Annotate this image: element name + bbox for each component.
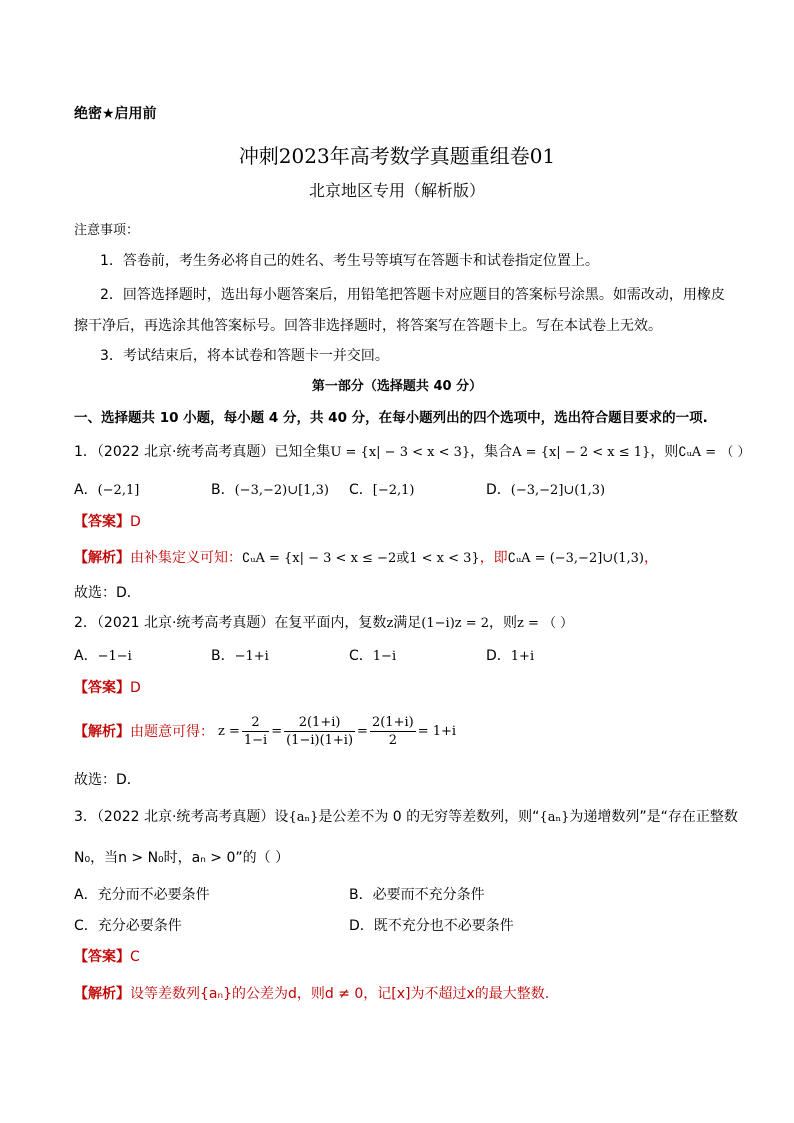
question-3-stem: 3．（2022 北京·统考高考真题）设{aₙ}是公差不为 0 的无穷等差数列，则“{aₙ}为递增数列”是“存在正整数 (74, 809, 738, 825)
option-c: C．[−2,1) (349, 482, 415, 498)
question-1-mid: ，集合 (470, 444, 513, 460)
answer-line (74, 511, 141, 531)
answer-value: D (130, 514, 141, 530)
answer-line: 【答案】C (74, 949, 140, 965)
option-c: C．1−i (349, 648, 397, 664)
answer-label: 【答案】 (74, 514, 130, 530)
analysis-label: 【解析】 (74, 550, 130, 566)
question-2-stem: 2．（2021 北京·统考高考真题）在复平面内，复数z满足(1−i)z = 2，则z = （ ） (74, 615, 574, 631)
conclusion-line: 故选：D． (74, 585, 141, 601)
fraction: $\frac{2}{1-i}$ (243, 714, 268, 748)
notes-item: 擦干净后，再选涂其他答案标号。回答非选择题时，将答案写在答题卡上。写在本试卷上无效。 (74, 318, 662, 334)
question-3-stem-line2: N₀，当n > N₀时，aₙ > 0”的（ ） (74, 850, 290, 866)
set-a: A = {x| − 2 < x ≤ 1} (512, 445, 651, 460)
question-1-then: ，则 (650, 444, 679, 460)
part-title: 第一部分（选择题共 40 分） (311, 379, 483, 394)
notes-item: 3．考试结束后，将本试卷和答题卡一并交回。 (100, 348, 389, 364)
option-c: C．充分必要条件 (74, 918, 182, 934)
notes-heading: 注意事项： (74, 223, 140, 238)
option-a: A．充分而不必要条件 (74, 887, 210, 903)
option-a: A．(−2,1] (74, 482, 140, 498)
analysis-line: 【解析】设等差数列{aₙ}的公差为d，则d ≠ 0，记[x]为不超过x的最大整数. (74, 986, 550, 1002)
option-d: D．(−3,−2]∪(1,3) (486, 482, 606, 498)
option-b: B．必要而不充分条件 (349, 887, 485, 903)
notes-item: 1．答卷前，考生务必将自己的姓名、考生号等填写在答题卡和试卷指定位置上。 (100, 253, 599, 269)
option-b: B．−1+i (211, 648, 269, 664)
page-title: 冲刺2023年高考数学真题重组卷01 (238, 144, 556, 168)
option-d: D．1+i (486, 648, 535, 664)
fraction: $\frac{2(1+i)}{2}$ (371, 714, 414, 748)
question-1-stem (74, 441, 750, 461)
analysis-line: 【解析】由补集定义可知：∁ᵤA = {x| − 3 < x ≤ −2或1 < x < 3}，即∁ᵤA = (−3,−2]∪(1,3)， (74, 550, 659, 566)
confidential-mark: 绝密★启用前 (74, 106, 157, 122)
conclusion-line: 故选：D． (74, 772, 141, 788)
complement-expression: ∁ᵤA = （ ） (678, 445, 751, 460)
analysis-line: 【解析】 由题意可得： z = $\frac{2}{1-i}$ = $\frac{2(1+i)}{(1-i)(1+i)}$ = $\frac{2(1+i)}{2}$ = 1+i (74, 714, 457, 748)
option-b: B．(−3,−2)∪[1,3) (211, 482, 329, 498)
page-subtitle: 北京地区专用（解析版） (308, 181, 485, 200)
option-a: A．−1−i (74, 648, 132, 664)
option-d: D．既不充分也不必要条件 (349, 918, 514, 934)
answer-line: 【答案】D (74, 680, 141, 696)
notes-item: 2．回答选择题时，选出每小题答案后，用铅笔把答题卡对应题目的答案标号涂黑。如需改动，用橡皮 (100, 287, 725, 303)
universal-set: U = {x| − 3 < x < 3} (330, 445, 471, 460)
fraction: $\frac{2(1+i)}{(1-i)(1+i)}$ (286, 714, 354, 748)
section-instruction: 一、选择题共 10 小题，每小题 4 分，共 40 分，在每小题列出的四个选项中，选出符合题目要求的一项. (74, 410, 708, 426)
question-1-prefix: 1．（2022 北京·统考高考真题）已知全集 (74, 444, 331, 460)
